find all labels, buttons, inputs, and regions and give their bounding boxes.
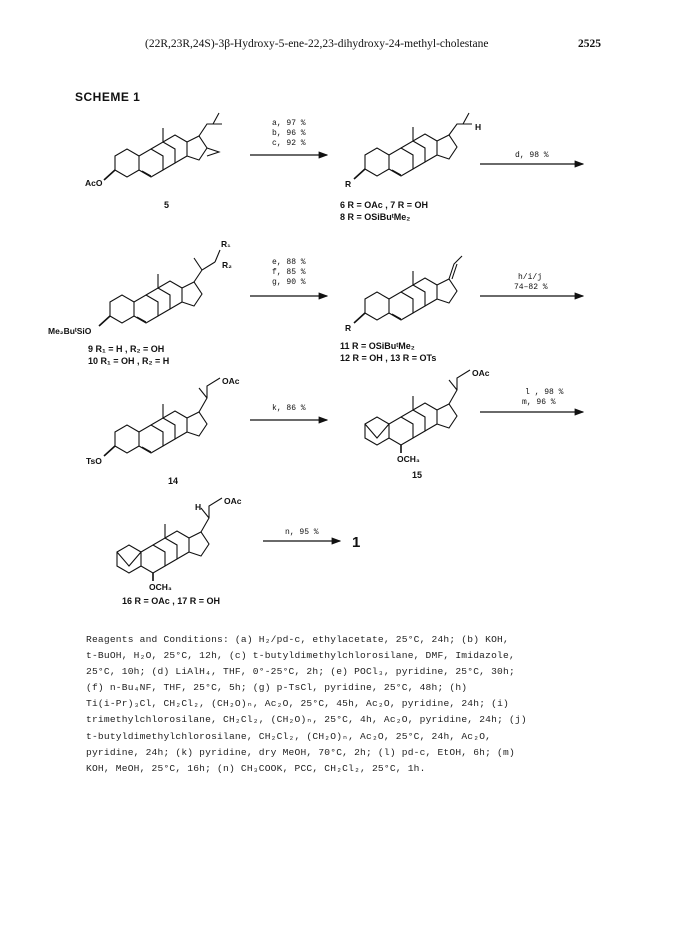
condition-m: m, 96 % [522, 398, 556, 407]
reagents-line: (f) n-Bu₄NF, THF, 25°C, 5h; (g) p-TsCl, pyridine, 25°C, 48h; (h) [86, 682, 468, 694]
compound-16-oac: OAc [224, 496, 242, 506]
compound-11-label: 11 R = OSiBuᵗMe₂ [340, 341, 415, 351]
compound-9-r1: R₁ [221, 239, 231, 249]
condition-a: a, 97 % [272, 119, 306, 128]
compound-9-10 [48, 239, 232, 366]
compound-15-oac: OAc [472, 368, 490, 378]
compound-8-label: 8 R = OSiBuᵗMe₂ [340, 212, 411, 222]
compound-6-8 [340, 113, 481, 222]
compound-9-r2: R₂ [222, 260, 232, 270]
scheme-title: SCHEME 1 [75, 90, 141, 104]
compound-14-oac: OAc [222, 376, 240, 386]
condition-g: g, 90 % [272, 278, 306, 287]
reagents-line: Reagents and Conditions: (a) H₂/pd-c, ethylacetate, 25°C, 24h; (b) KOH, [86, 634, 509, 645]
compound-5-substituent: AcO [85, 178, 103, 188]
compound-16-och3: OCH₃ [149, 582, 172, 592]
compound-16-17-label: 16 R = OAc , 17 R = OH [122, 596, 221, 606]
condition-hij: h/i/j [518, 273, 543, 282]
reagents-and-conditions [86, 632, 586, 777]
reagents-line: trimethylchlorosilane, CH₂Cl₂, (CH₂O)ₙ, 25°C, 4h, Ac₂O, pyridine, 24h; (j) [86, 714, 527, 726]
compound-16-h: H [195, 502, 202, 512]
compound-5 [85, 113, 222, 210]
yield-hij: 74–82 % [514, 283, 548, 292]
compound-11-substituent: R [345, 323, 352, 333]
compound-11-13 [340, 256, 462, 363]
compound-14-number: 14 [168, 476, 179, 486]
compound-10-label: 10 R₁ = OH , R₂ = H [88, 356, 170, 366]
condition-b: b, 96 % [272, 129, 306, 138]
final-product-number: 1 [352, 534, 361, 551]
svg-text:H: H [475, 122, 482, 132]
compound-5-number: 5 [164, 200, 170, 210]
reagents-line: pyridine, 24h; (k) pyridine, dry MeOH, 70°C, 2h; (l) pd-c, EtOH, 6h; (m) [86, 746, 515, 758]
condition-c: c, 92 % [272, 139, 306, 148]
compound-9-label: 9 R₁ = H , R₂ = OH [88, 344, 165, 354]
condition-e: e, 88 % [272, 258, 306, 267]
condition-d: d, 98 % [515, 151, 549, 160]
condition-k: k, 86 % [272, 404, 306, 413]
compound-15-och3: OCH₃ [397, 454, 420, 464]
compound-16-17 [117, 496, 242, 606]
compound-14 [86, 376, 240, 486]
page-number: 2525 [578, 38, 601, 50]
reagents-line: Ti(i-Pr)₃Cl, CH₂Cl₂, (CH₂O)ₙ, Ac₂O, 25°C, 45h, Ac₂O, pyridine, 24h; (i) [86, 698, 509, 710]
compound-15 [365, 368, 490, 480]
compound-14-substituent: TsO [86, 456, 102, 466]
compound-12-13-label: 12 R = OH , 13 R = OTs [340, 353, 437, 363]
compound-15-number: 15 [412, 470, 423, 480]
running-title: (22R,23R,24S)-3β-Hydroxy-5-ene-22,23-dihydroxy-24-methyl-cholestane [145, 38, 489, 50]
reagents-line: KOH, MeOH, 25°C, 16h; (n) CH₃COOK, PCC, CH₂Cl₂, 25°C, 1h. [86, 762, 426, 774]
reagents-line: 25°C, 10h; (d) LiAlH₄, THF, 0°-25°C, 2h; (e) POCl₃, pyridine, 25°C, 30h; [86, 666, 515, 678]
condition-f: f, 85 % [272, 268, 306, 277]
reagents-line: t-BuOH, H₂O, 25°C, 12h, (c) t-butyldimethylchlorosilane, DMF, Imidazole, [86, 650, 515, 662]
compound-9-substituent: Me₂BuᵗSiO [48, 326, 92, 336]
condition-l: l , 98 % [525, 388, 564, 397]
compound-6-7-label: 6 R = OAc , 7 R = OH [340, 200, 429, 210]
condition-n: n, 95 % [285, 528, 319, 537]
compound-6-substituent: R [345, 179, 352, 189]
reagents-line: t-butyldimethylchlorosilane, CH₂Cl₂, (CH₂O)ₙ, Ac₂O, 25°C, 24h, Ac₂O, [86, 730, 492, 742]
